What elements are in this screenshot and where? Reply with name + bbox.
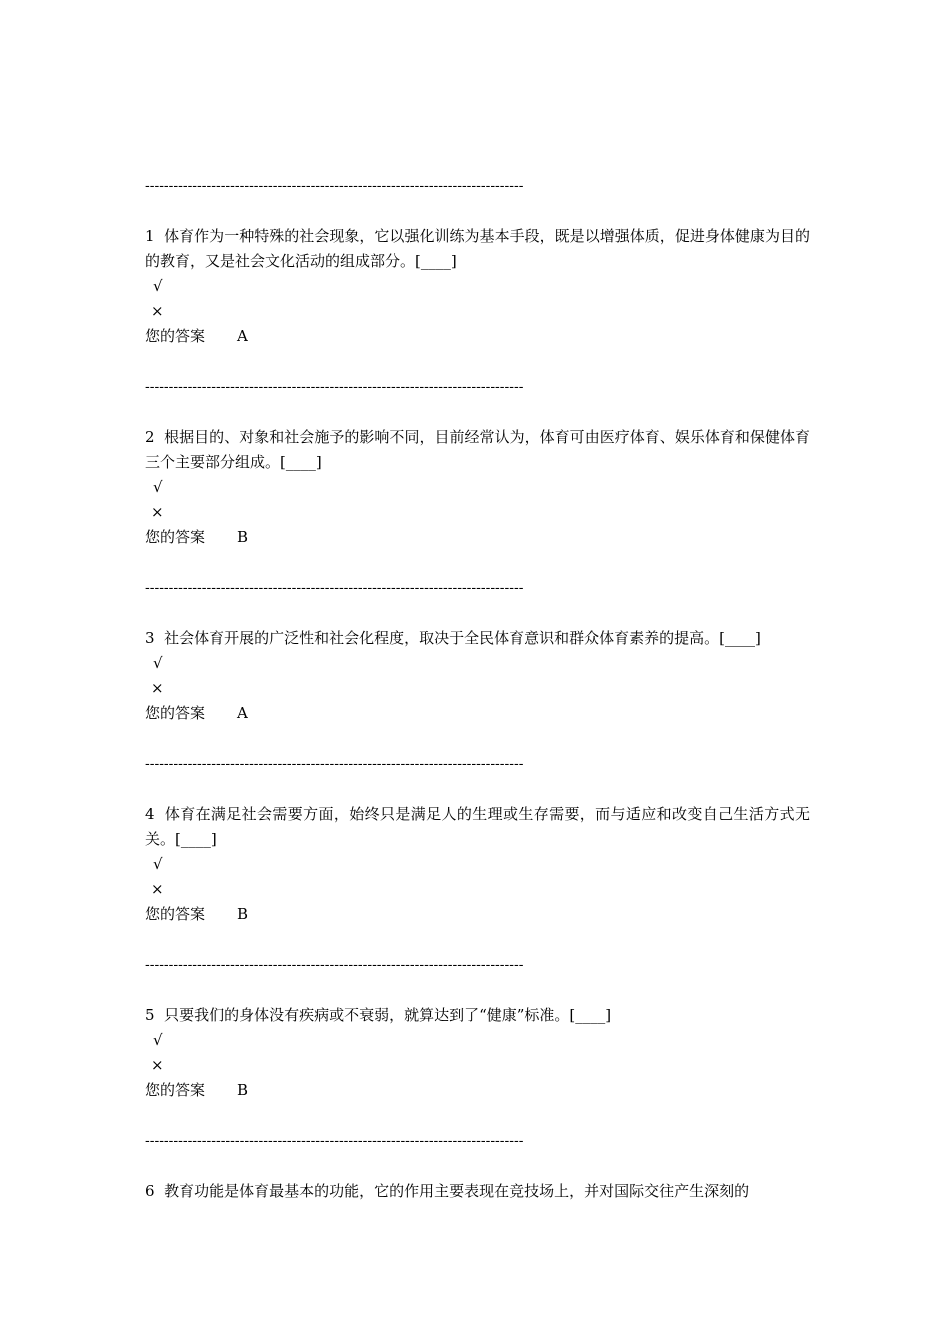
question-number: 3 [145,629,155,647]
option-false[interactable]: × [151,302,164,320]
option-true[interactable]: √ [153,855,163,873]
question-number: 1 [145,227,155,245]
answer-value: B [237,1081,249,1099]
question-text [145,224,810,274]
question-text [145,1003,810,1028]
answer-label: 您的答案 [145,327,206,345]
answer-value: B [237,528,249,546]
option-false[interactable]: × [151,880,164,898]
question-body: 根据目的、对象和社会施予的影响不同，目前经常认为，体育可由医疗体育、娱乐体育和保健体育三个主要部分组成。[____] [145,428,810,471]
question-body: 社会体育开展的广泛性和社会化程度，取决于全民体育意识和群众体育素养的提高。[____] [164,629,761,647]
question-body: 体育作为一种特殊的社会现象，它以强化训练为基本手段，既是以增强体质，促进身体健康为目的的教育，又是社会文化活动的组成部分。[____] [145,227,810,270]
answer-line [145,701,810,726]
answer-line [145,525,810,550]
question-text [145,802,810,852]
question-text [145,425,810,475]
question-body: 只要我们的身体没有疾病或不衰弱，就算达到了“健康”标准。[____] [164,1006,612,1024]
answer-label: 您的答案 [145,528,206,546]
answer-value: B [237,905,249,923]
question-number: 4 [145,805,155,823]
option-true[interactable]: √ [153,277,163,295]
answer-line [145,1078,810,1103]
option-false[interactable]: × [151,1056,164,1074]
separator-line: -------------------------------------------------------------------------------- [145,1133,524,1149]
separator-line: -------------------------------------------------------------------------------- [145,379,524,395]
question-number: 2 [145,428,155,446]
question-2 [145,425,810,550]
question-1 [145,224,810,349]
answer-label: 您的答案 [145,1081,206,1099]
question-body: 体育在满足社会需要方面，始终只是满足人的生理或生存需要，而与适应和改变自己生活方式无关。[____] [145,805,810,848]
question-6 [145,1179,810,1204]
question-text [145,1179,810,1204]
option-true[interactable]: √ [153,478,163,496]
separator-line: -------------------------------------------------------------------------------- [145,178,524,194]
answer-label: 您的答案 [145,704,206,722]
answer-line [145,324,810,349]
option-false[interactable]: × [151,503,164,521]
answer-value: A [237,327,248,345]
question-4 [145,802,810,927]
question-number: 5 [145,1006,155,1024]
question-number: 6 [145,1182,155,1200]
question-body: 教育功能是体育最基本的功能，它的作用主要表现在竞技场上，并对国际交往产生深刻的 [164,1182,750,1200]
separator-line: -------------------------------------------------------------------------------- [145,957,524,973]
answer-value: A [237,704,248,722]
document-page [145,170,810,1204]
option-true[interactable]: √ [153,1031,163,1049]
option-true[interactable]: √ [153,654,163,672]
question-3 [145,626,810,726]
separator-line: -------------------------------------------------------------------------------- [145,756,524,772]
separator-line: -------------------------------------------------------------------------------- [145,580,524,596]
option-false[interactable]: × [151,679,164,697]
answer-line [145,902,810,927]
question-5 [145,1003,810,1103]
question-text [145,626,810,651]
answer-label: 您的答案 [145,905,206,923]
